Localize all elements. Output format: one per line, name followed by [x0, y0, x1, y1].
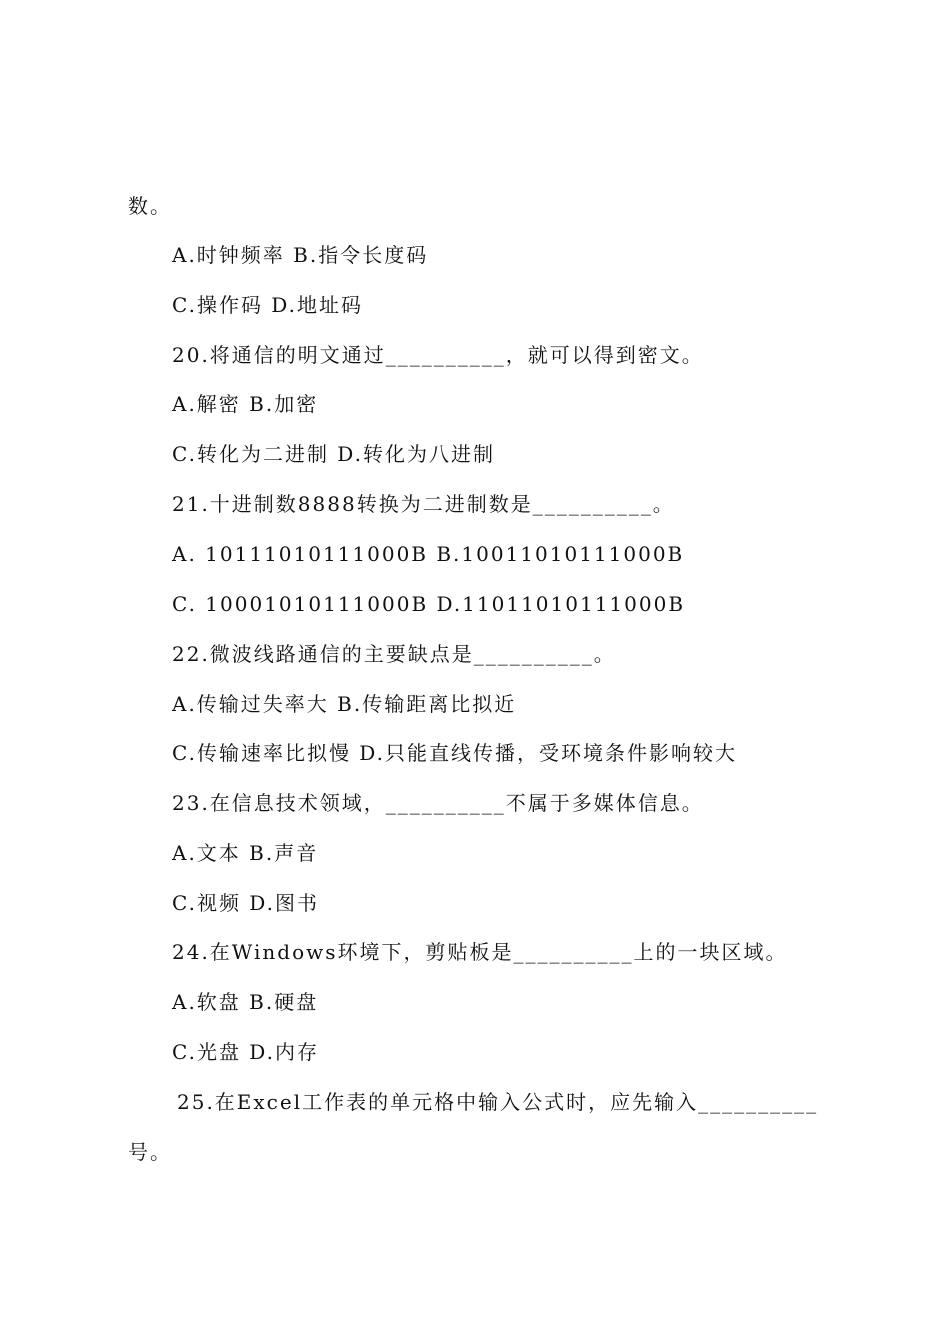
- option-line-cd-q20: C.转化为二进制 D.转化为八进制: [172, 442, 495, 466]
- option-line-ab-q21: A. 10111010111000B B.10011010111000B: [172, 542, 685, 566]
- text-line-continuation: 数。: [128, 194, 172, 218]
- question-20: 20.将通信的明文通过__________，就可以得到密文。: [172, 343, 704, 367]
- option-line-ab-q22: A.传输过失率大 B.传输距离比拟近: [172, 692, 517, 716]
- option-line-cd-q22: C.传输速率比拟慢 D.只能直线传播，受环境条件影响较大: [172, 741, 737, 765]
- question-23: 23.在信息技术领域，__________不属于多媒体信息。: [172, 791, 704, 815]
- option-line-ab-q23: A.文本 B.声音: [172, 841, 319, 865]
- question-25: 25.在Excel工作表的单元格中输入公式时，应先输入__________: [177, 1090, 819, 1114]
- option-line-cd-q24: C.光盘 D.内存: [172, 1040, 319, 1064]
- option-line-cd-q23: C.视频 D.图书: [172, 891, 319, 915]
- option-line-ab-q24: A.软盘 B.硬盘: [172, 990, 319, 1014]
- question-21: 21.十进制数8888转换为二进制数是__________。: [172, 492, 675, 516]
- option-line-ab-q20: A.解密 B.加密: [172, 392, 319, 416]
- option-line-cd-q19: C.操作码 D.地址码: [172, 293, 363, 317]
- option-line-cd-q21: C. 10001010111000B D.11011010111000B: [172, 592, 686, 616]
- question-22: 22.微波线路通信的主要缺点是__________。: [172, 642, 616, 666]
- option-line-ab-q19: A.时钟频率 B.指令长度码: [172, 243, 429, 267]
- question-24: 24.在Windows环境下，剪贴板是__________上的一块区域。: [172, 940, 788, 964]
- question-25-continuation: 号。: [128, 1140, 172, 1164]
